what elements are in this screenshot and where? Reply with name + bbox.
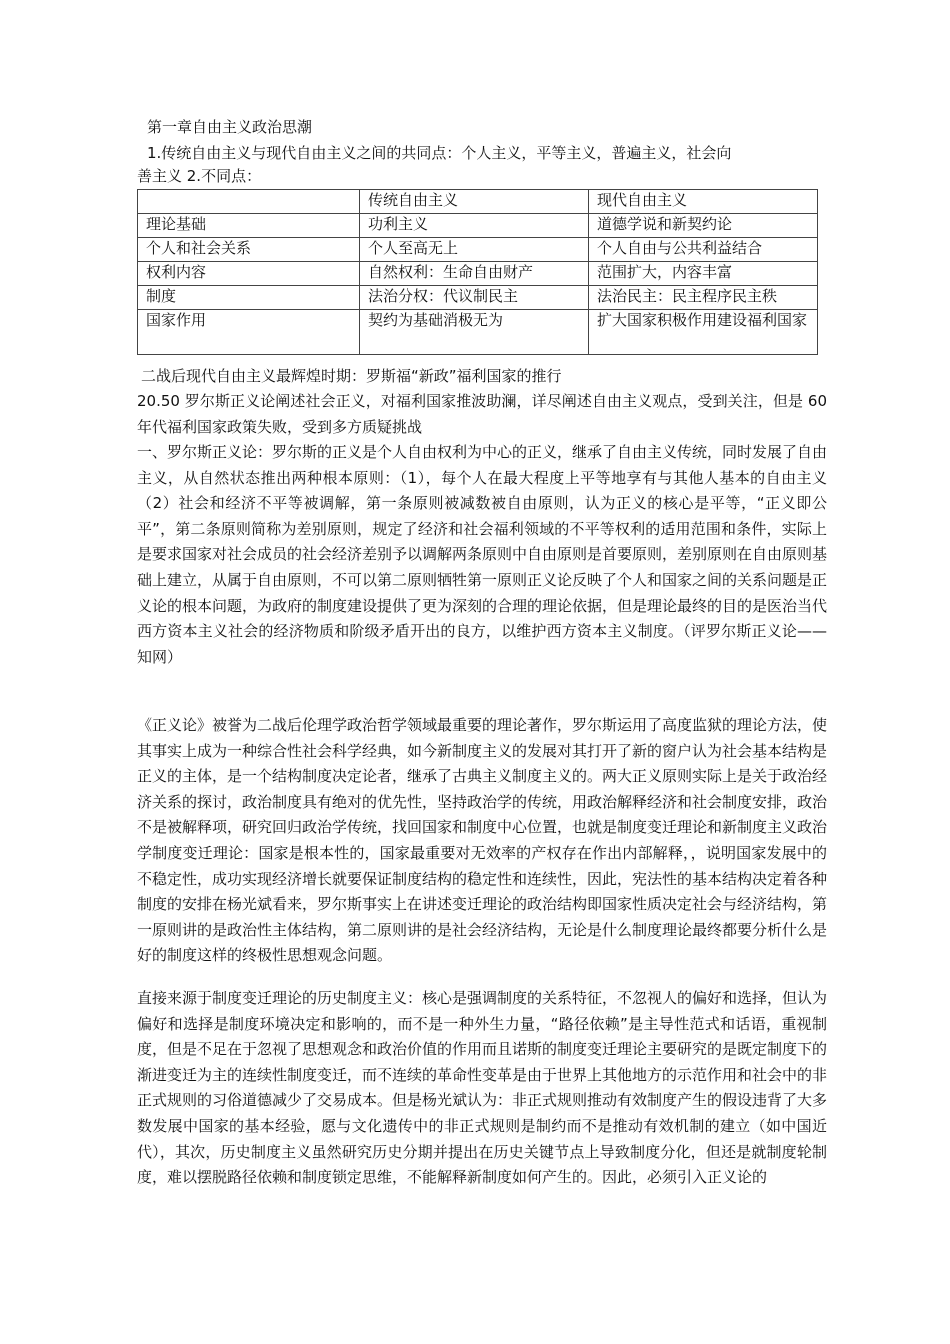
table-cell: 权利内容 — [138, 262, 360, 286]
table-cell: 法治民主：民主程序民主秩 — [589, 286, 818, 310]
table-header-cell — [138, 190, 360, 214]
intro-line-1: 1.传统自由主义与现代自由主义之间的共同点：个人主义，平等主义，普遍主义，社会向 — [147, 144, 732, 162]
table-cell: 道德学说和新契约论 — [589, 214, 818, 238]
table-header-cell: 传统自由主义 — [360, 190, 589, 214]
paragraph-rawls-justice: 一、罗尔斯正义论：罗尔斯的正义是个人自由权利为中心的正义，继承了自由主义传统，同时发展了自由主义，从自然状态推出两种根本原则：（1），每个人在最大程度上平等地享有与其他人基本的自由主义（2）社会和经济不平等被调解，第一条原则被减数被自由原则，认为正义的核心是平等，“正义即公平”，第二条原则简称为差别原则，规定了经济和社会福利领域的不平等权利的适用范围和条件，实际上是要求国家对社会成员的社会经济差别予以调解两条原则中自由原则是首要原则，差别原则在自由原则基础上建立，从属于自由原则，不可以第二原则牺牲第一原则正义论反映了个人和国家之间的关系问题是正义论的根本问题，为政府的制度建设提供了更为深刻的合理的理论依据，但是理论最终的目的是医治当代西方资本主义社会的经济物质和阶级矛盾开出的良方，以维护西方资本主义制度。（评罗尔斯正义论——知网） — [137, 443, 828, 666]
comparison-table — [137, 189, 818, 355]
table-cell: 扩大国家积极作用建设福利国家 — [589, 310, 818, 355]
table-row — [138, 286, 818, 310]
table-cell: 个人自由与公共利益结合 — [589, 238, 818, 262]
table-row — [138, 310, 818, 355]
table-header-cell: 现代自由主义 — [589, 190, 818, 214]
table-cell: 个人和社会关系 — [138, 238, 360, 262]
table-cell: 功利主义 — [360, 214, 589, 238]
table-header-row — [138, 190, 818, 214]
paragraph-2050: 20.50 罗尔斯正义论阐述社会正义，对福利国家推波助澜，详尽阐述自由主义观点，受到关注，但是 60 年代福利国家政策失败，受到多方质疑挑战 — [137, 392, 827, 436]
chapter-title: 第一章自由主义政治思潮 — [147, 118, 313, 136]
postwar-line: 二战后现代自由主义最辉煌时期：罗斯福“新政”福利国家的推行 — [141, 367, 562, 385]
intro-line-2: 善主义 2.不同点： — [137, 167, 262, 185]
table-cell: 范围扩大，内容丰富 — [589, 262, 818, 286]
table-row — [138, 238, 818, 262]
table-cell: 契约为基础消极无为 — [360, 310, 589, 355]
table-cell: 理论基础 — [138, 214, 360, 238]
table-cell: 法治分权：代议制民主 — [360, 286, 589, 310]
table-cell: 自然权利：生命自由财产 — [360, 262, 589, 286]
table-cell: 国家作用 — [138, 310, 360, 355]
table-cell: 个人至高无上 — [360, 238, 589, 262]
table-row — [138, 214, 818, 238]
paragraph-theory-of-justice: 《正义论》被誉为二战后伦理学政治哲学领域最重要的理论著作，罗尔斯运用了高度监狱的理论方法，使其事实上成为一种综合性社会科学经典，如今新制度主义的发展对其打开了新的窗户认为社会基本结构是正义的主体，是一个结构制度决定论者，继承了古典主义制度主义的。两大正义原则实际上是关于政治经济关系的探讨，政治制度具有绝对的优先性，坚持政治学的传统，用政治解释经济和社会制度安排，政治不是被解释项，研究回归政治学传统，找回国家和制度中心位置，也就是制度变迁理论和新制度主义政治学制度变迁理论：国家是根本性的，国家最重要对无效率的产权存在作出内部解释，，说明国家发展中的不稳定性，成功实现经济增长就要保证制度结构的稳定性和连续性，因此，宪法性的基本结构决定着各种制度的安排在杨光斌看来，罗尔斯事实上在讲述变迁理论的政治结构即国家性质决定社会与经济结构，第一原则讲的是政治性主体结构，第二原则讲的是社会经济结构，无论是什么制度理论最终都要分析什么是好的制度这样的终极性思想观念问题。 — [137, 716, 828, 965]
paragraph-historical-institutionalism: 直接来源于制度变迁理论的历史制度主义：核心是强调制度的关系特征，不忽视人的偏好和选择，但认为偏好和选择是制度环境决定和影响的，而不是一种外生力量，“路径依赖”是主导性范式和话语，重视制度，但是不足在于忽视了思想观念和政治价值的作用而且诺斯的制度变迁理论主要研究的是既定制度下的渐进变迁为主的连续性制度变迁，而不连续的革命性变革是由于世界上其他地方的示范作用和社会中的非正式规则的习俗道德减少了交易成本。但是杨光斌认为：非正式规则推动有效制度产生的假设违背了大多数发展中国家的基本经验，愿与文化遗传中的非正式规则是制约而不是推动有效机制的建立（如中国近代），其次，历史制度主义虽然研究历史分期并提出在历史关键节点上导致制度分化，但还是就制度轮制度，难以摆脱路径依赖和制度锁定思维，不能解释新制度如何产生的。因此，必须引入正义论的 — [137, 989, 828, 1187]
table-cell: 制度 — [138, 286, 360, 310]
table-row — [138, 262, 818, 286]
